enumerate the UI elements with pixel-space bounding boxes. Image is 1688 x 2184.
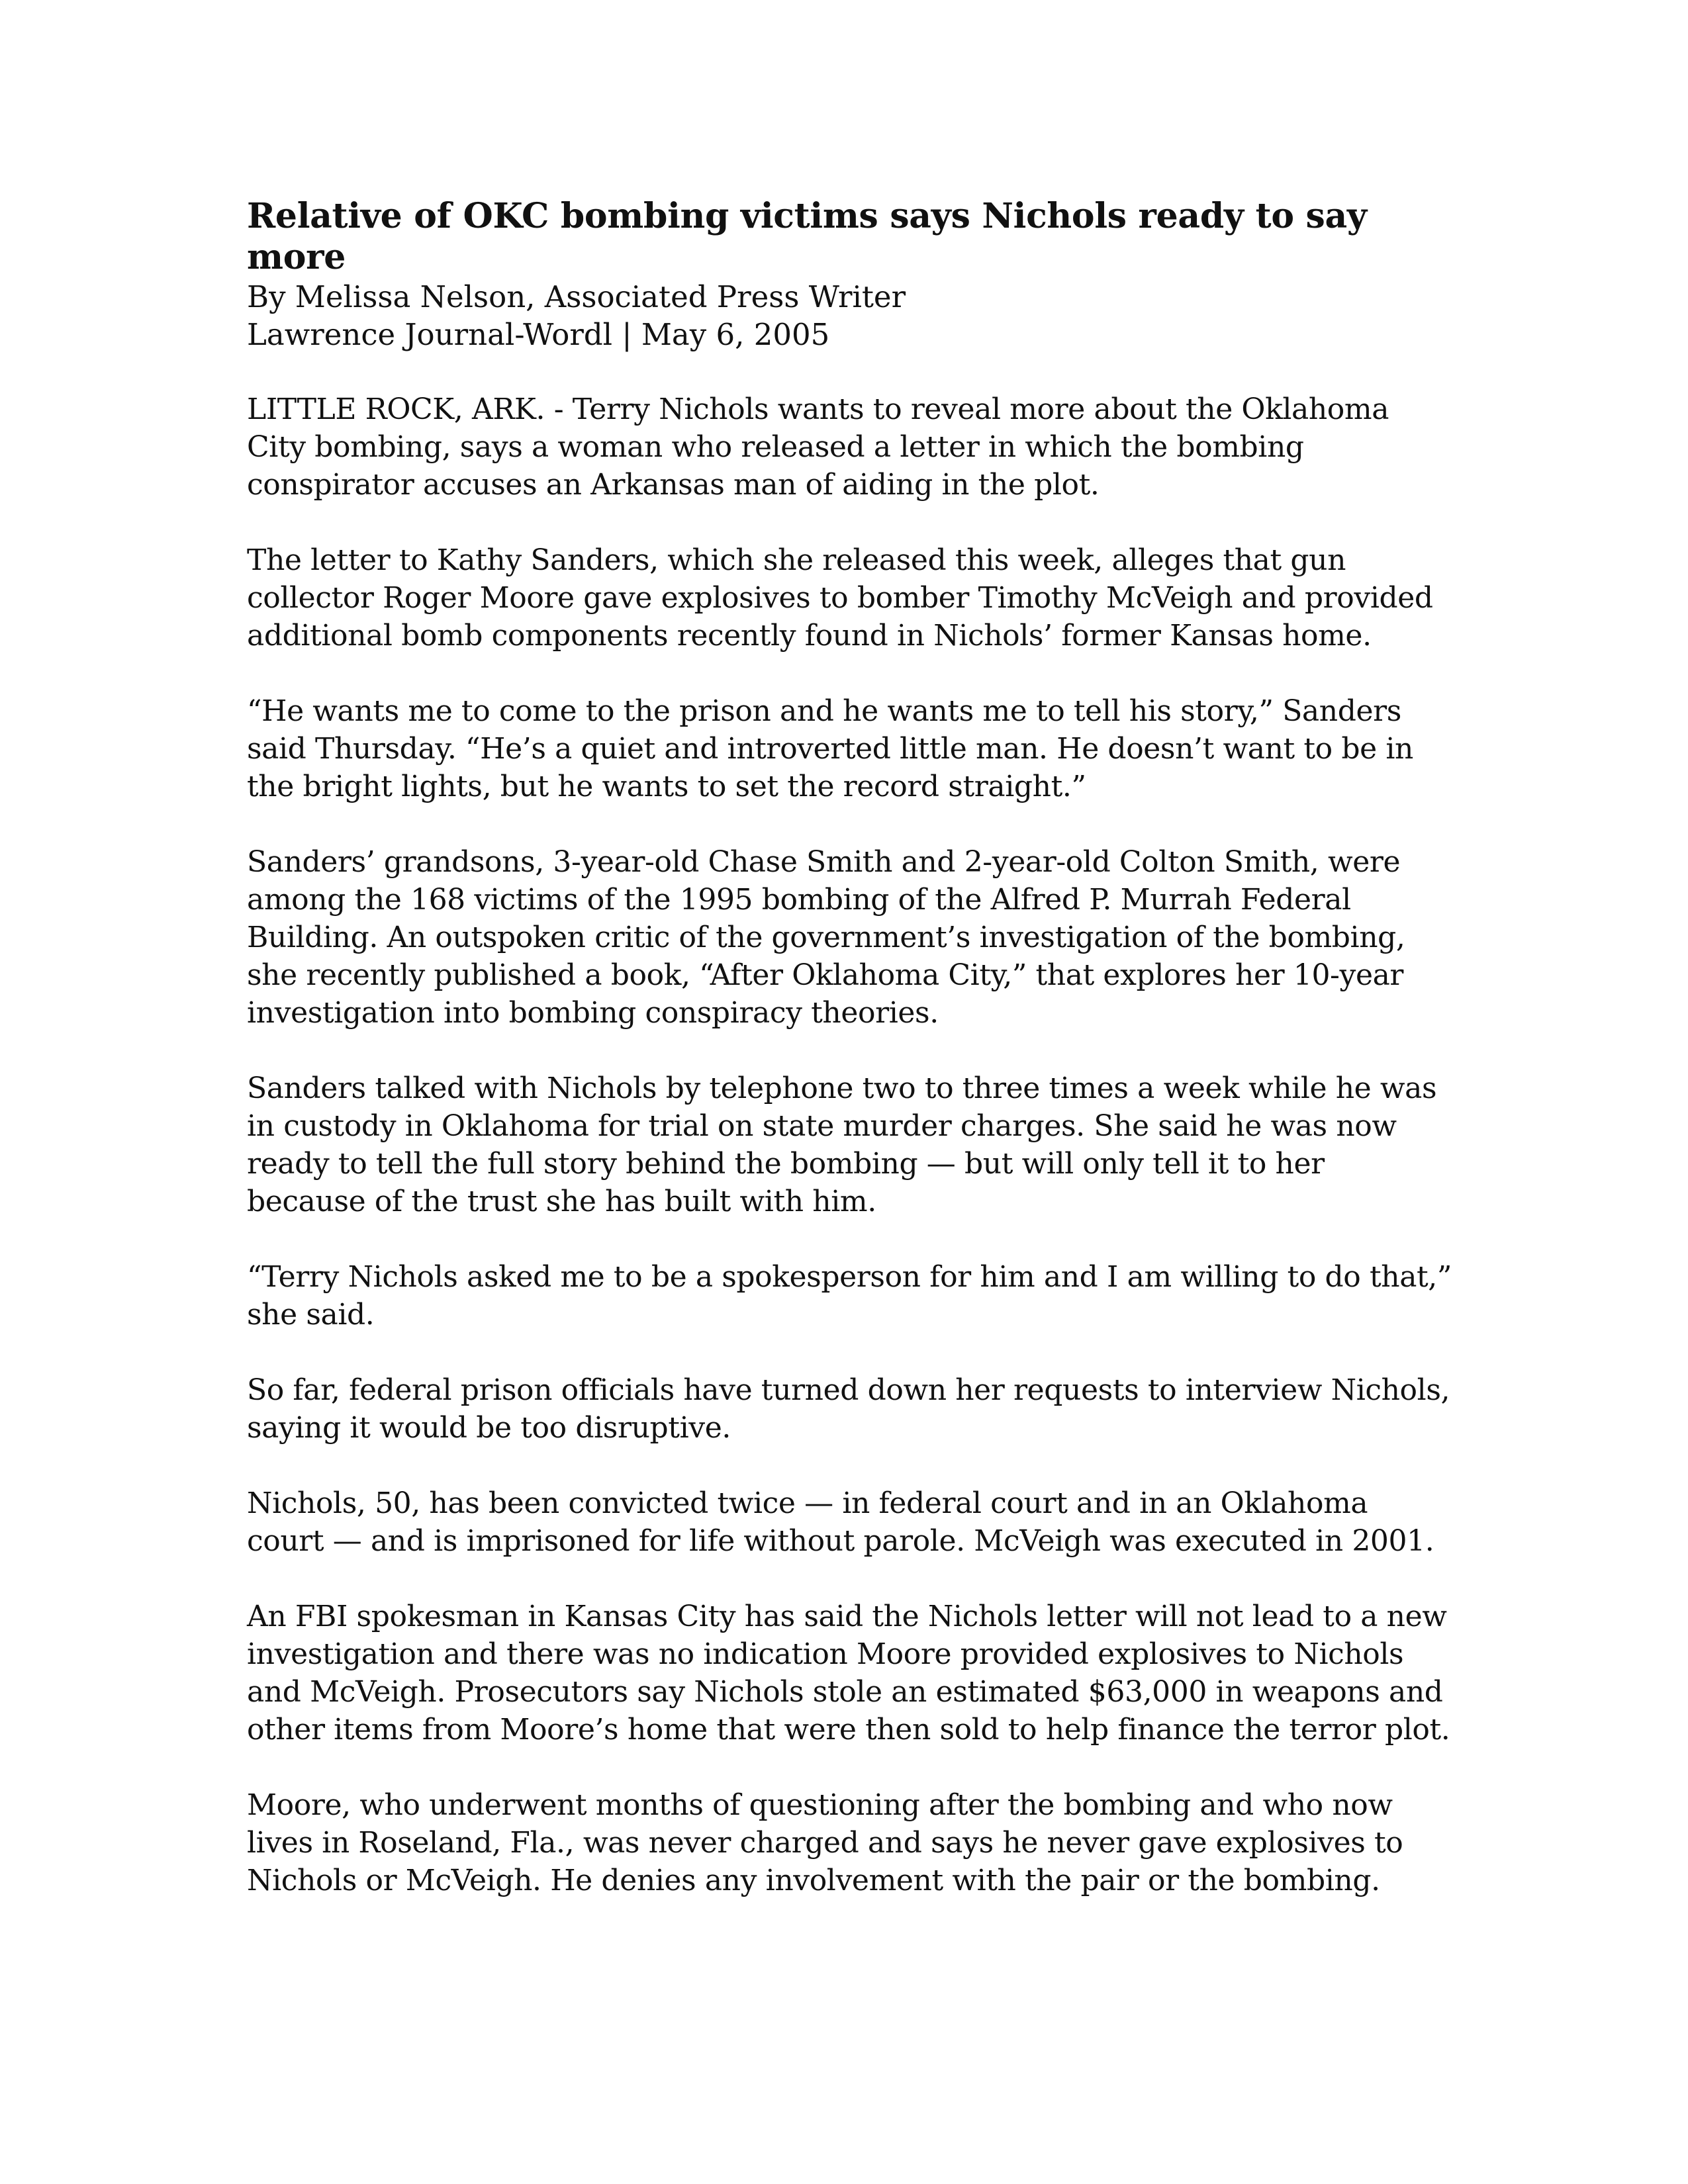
article-byline: By Melissa Nelson, Associated Press Writer [247, 279, 906, 314]
article-paragraph: Nichols, 50, has been convicted twice — in federal court and in an Oklahoma court — and is imprisoned for life without parole. McVeigh was executed in 2001. [247, 1486, 1434, 1558]
article-body [247, 390, 1452, 1899]
article-paragraph: An FBI spokesman in Kansas City has said the Nichols letter will not lead to a new investigation and there was no indication Moore provided explosives to Nichols and McVeigh. Prosecutors say Nichols stole an estimated $63,000 in weapons and other items from Moore’s home that were then sold to help finance the terror plot. [247, 1600, 1450, 1747]
article-paragraph: The letter to Kathy Sanders, which she released this week, alleges that gun collector Roger Moore gave explosives to bomber Timothy McVeigh and provided additional bomb components recently found in Nichols’ former Kansas home. [247, 543, 1433, 653]
article-paragraph: Moore, who underwent months of questioning after the bombing and who now lives in Roseland, Fla., was never charged and says he never gave explosives to Nichols or McVeigh. He denies any involvement with the pair or the bombing. [247, 1788, 1403, 1897]
article-paragraph: “He wants me to come to the prison and he wants me to tell his story,” Sanders said Thursday. “He’s a quiet and introverted little man. He doesn’t want to be in the bright lights, but he wants to set the record straight.” [247, 694, 1413, 803]
article-source-date: Lawrence Journal-Wordl | May 6, 2005 [247, 317, 830, 352]
article-headline: Relative of OKC bombing victims says Nichols ready to say more [247, 196, 1367, 277]
article-paragraph: So far, federal prison officials have turned down her requests to interview Nichols, saying it would be too disruptive. [247, 1373, 1450, 1445]
article-paragraph: Sanders’ grandsons, 3-year-old Chase Smith and 2-year-old Colton Smith, were among the 168 victims of the 1995 bombing of the Alfred P. Murrah Federal Building. An outspoken critic of the government’s investigation of the bombing, she recently published a book, “After Oklahoma City,” that explores her 10-year investigation into bombing conspiracy theories. [247, 845, 1405, 1030]
article-page [247, 196, 1452, 1937]
article-paragraph: “Terry Nichols asked me to be a spokesperson for him and I am willing to do that,” she said. [247, 1260, 1452, 1332]
article-paragraph: LITTLE ROCK, ARK. - Terry Nichols wants to reveal more about the Oklahoma City bombing, says a woman who released a letter in which the bombing conspirator accuses an Arkansas man of aiding in the plot. [247, 392, 1389, 502]
article-paragraph: Sanders talked with Nichols by telephone two to three times a week while he was in custody in Oklahoma for trial on state murder charges. She said he was now ready to tell the full story behind the bombing — but will only tell it to her because of the trust she has built with him. [247, 1071, 1437, 1218]
